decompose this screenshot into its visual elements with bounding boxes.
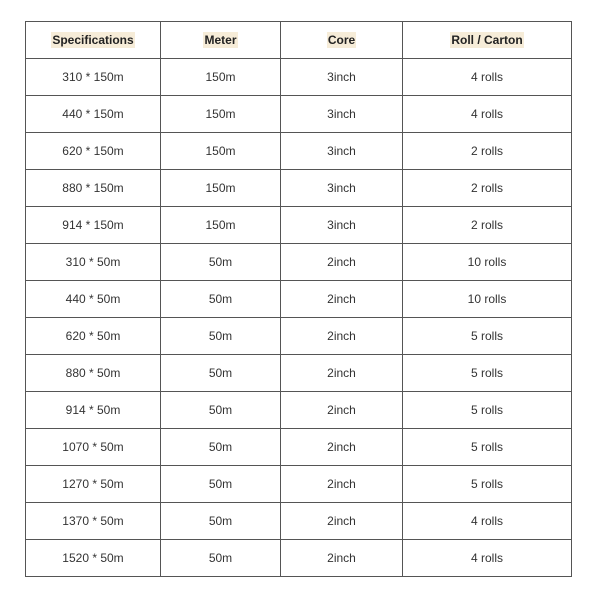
cell-specification: 310 * 150m bbox=[26, 59, 161, 96]
cell-specification: 1520 * 50m bbox=[26, 540, 161, 577]
cell-specification: 914 * 50m bbox=[26, 392, 161, 429]
table-row bbox=[26, 281, 572, 318]
cell-roll-carton: 5 rolls bbox=[403, 392, 572, 429]
cell-meter: 50m bbox=[161, 244, 281, 281]
table-row bbox=[26, 207, 572, 244]
cell-meter: 150m bbox=[161, 59, 281, 96]
cell-roll-carton: 5 rolls bbox=[403, 429, 572, 466]
cell-core: 2inch bbox=[281, 429, 403, 466]
header-roll-carton bbox=[403, 22, 572, 59]
table-row bbox=[26, 59, 572, 96]
cell-meter: 150m bbox=[161, 170, 281, 207]
cell-core: 3inch bbox=[281, 170, 403, 207]
cell-meter: 50m bbox=[161, 281, 281, 318]
cell-meter: 50m bbox=[161, 392, 281, 429]
cell-core: 2inch bbox=[281, 281, 403, 318]
table-row bbox=[26, 355, 572, 392]
cell-meter: 150m bbox=[161, 96, 281, 133]
cell-roll-carton: 10 rolls bbox=[403, 281, 572, 318]
cell-roll-carton: 4 rolls bbox=[403, 59, 572, 96]
cell-roll-carton: 2 rolls bbox=[403, 207, 572, 244]
table-row bbox=[26, 466, 572, 503]
cell-meter: 150m bbox=[161, 133, 281, 170]
cell-core: 2inch bbox=[281, 355, 403, 392]
cell-specification: 620 * 50m bbox=[26, 318, 161, 355]
cell-core: 3inch bbox=[281, 96, 403, 133]
cell-specification: 1370 * 50m bbox=[26, 503, 161, 540]
cell-specification: 1070 * 50m bbox=[26, 429, 161, 466]
cell-core: 3inch bbox=[281, 133, 403, 170]
table-row bbox=[26, 133, 572, 170]
table-row bbox=[26, 318, 572, 355]
cell-core: 2inch bbox=[281, 503, 403, 540]
cell-core: 2inch bbox=[281, 392, 403, 429]
table-body bbox=[26, 59, 572, 577]
cell-roll-carton: 4 rolls bbox=[403, 503, 572, 540]
header-label: Roll / Carton bbox=[451, 33, 523, 47]
header-label: Core bbox=[327, 33, 356, 47]
cell-meter: 50m bbox=[161, 355, 281, 392]
cell-specification: 914 * 150m bbox=[26, 207, 161, 244]
cell-roll-carton: 2 rolls bbox=[403, 170, 572, 207]
cell-roll-carton: 4 rolls bbox=[403, 540, 572, 577]
header-meter bbox=[161, 22, 281, 59]
cell-specification: 440 * 50m bbox=[26, 281, 161, 318]
cell-core: 3inch bbox=[281, 59, 403, 96]
table-row bbox=[26, 96, 572, 133]
cell-specification: 1270 * 50m bbox=[26, 466, 161, 503]
cell-core: 2inch bbox=[281, 318, 403, 355]
header-label: Meter bbox=[204, 33, 237, 47]
specifications-table bbox=[25, 21, 572, 577]
cell-specification: 880 * 50m bbox=[26, 355, 161, 392]
cell-roll-carton: 5 rolls bbox=[403, 318, 572, 355]
cell-roll-carton: 10 rolls bbox=[403, 244, 572, 281]
table-row bbox=[26, 170, 572, 207]
cell-meter: 50m bbox=[161, 503, 281, 540]
cell-core: 2inch bbox=[281, 244, 403, 281]
table-row bbox=[26, 540, 572, 577]
cell-roll-carton: 4 rolls bbox=[403, 96, 572, 133]
cell-specification: 880 * 150m bbox=[26, 170, 161, 207]
cell-meter: 50m bbox=[161, 466, 281, 503]
cell-specification: 440 * 150m bbox=[26, 96, 161, 133]
table-row bbox=[26, 503, 572, 540]
header-core bbox=[281, 22, 403, 59]
cell-specification: 620 * 150m bbox=[26, 133, 161, 170]
table-row bbox=[26, 429, 572, 466]
cell-meter: 50m bbox=[161, 318, 281, 355]
cell-meter: 150m bbox=[161, 207, 281, 244]
cell-meter: 50m bbox=[161, 429, 281, 466]
cell-specification: 310 * 50m bbox=[26, 244, 161, 281]
cell-roll-carton: 2 rolls bbox=[403, 133, 572, 170]
table-header-row bbox=[26, 22, 572, 59]
header-label: Specifications bbox=[52, 33, 134, 47]
cell-roll-carton: 5 rolls bbox=[403, 466, 572, 503]
table-row bbox=[26, 392, 572, 429]
cell-meter: 50m bbox=[161, 540, 281, 577]
header-specifications bbox=[26, 22, 161, 59]
cell-core: 2inch bbox=[281, 540, 403, 577]
cell-core: 3inch bbox=[281, 207, 403, 244]
cell-core: 2inch bbox=[281, 466, 403, 503]
table-row bbox=[26, 244, 572, 281]
cell-roll-carton: 5 rolls bbox=[403, 355, 572, 392]
